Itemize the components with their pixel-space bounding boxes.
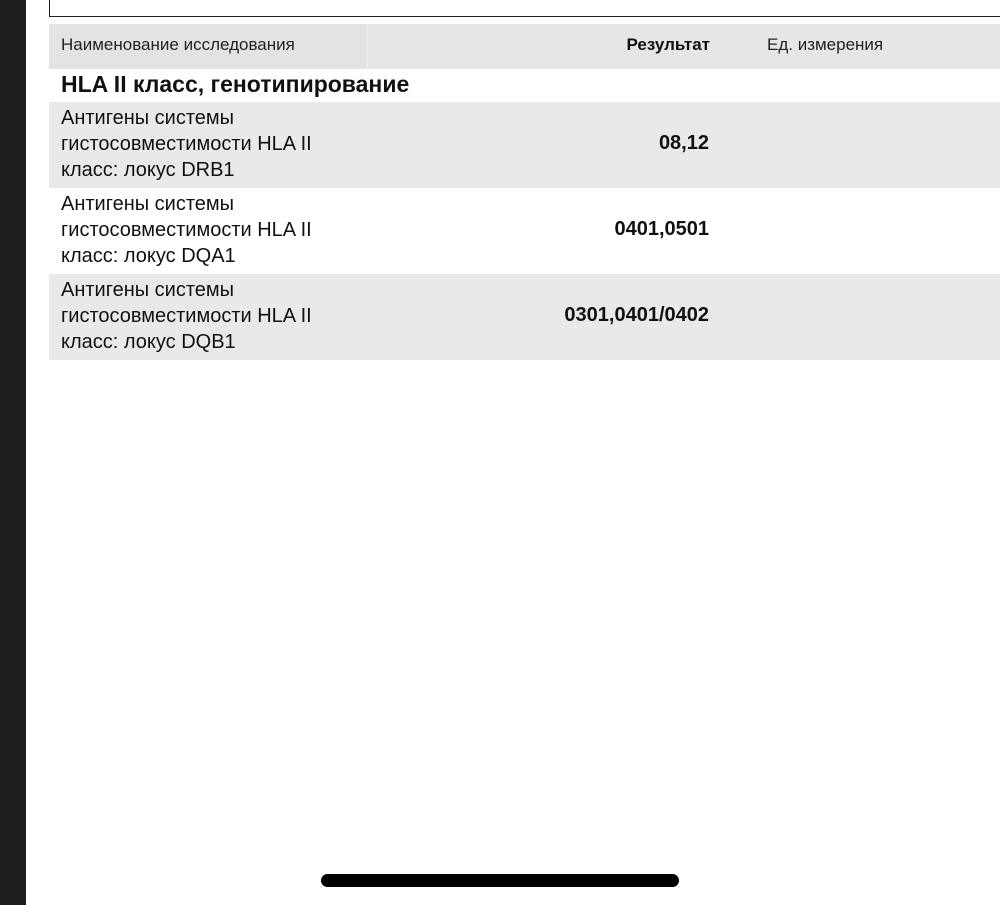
note-box — [49, 0, 1000, 17]
home-indicator-bar[interactable] — [321, 874, 679, 887]
test-name-line: класс: локус DQB1 — [61, 331, 236, 353]
test-name — [61, 105, 361, 183]
test-name-line: класс: локус DRB1 — [61, 159, 235, 181]
test-result: 0301,0401/0402 — [564, 304, 709, 326]
test-name-line: гистосовместимости HLA II — [61, 133, 312, 155]
test-name-line: Антигены системы — [61, 279, 235, 301]
test-name — [61, 277, 361, 355]
table-row — [49, 102, 1000, 188]
header-name: Наименование исследования — [61, 35, 295, 54]
left-edge-bar — [0, 0, 26, 905]
table-row — [49, 188, 1000, 274]
test-result: 08,12 — [658, 132, 709, 154]
results-table — [49, 24, 1000, 360]
header-result: Результат — [626, 35, 710, 54]
test-name-line: Антигены системы — [61, 107, 235, 129]
test-name-line: класс: локус DQA1 — [61, 245, 236, 267]
header-unit: Ед. измерения — [767, 35, 884, 54]
section-row — [49, 69, 1000, 102]
table-header — [49, 24, 1000, 69]
test-name-line: гистосовместимости HLA II — [61, 219, 312, 241]
section-title: HLA II класс, генотипирование — [61, 71, 410, 97]
test-name-line: Антигены системы — [61, 193, 235, 215]
test-name — [61, 191, 361, 269]
table-row — [49, 274, 1000, 360]
test-name-line: гистосовместимости HLA II — [61, 305, 312, 327]
test-result: 0401,0501 — [614, 218, 709, 240]
